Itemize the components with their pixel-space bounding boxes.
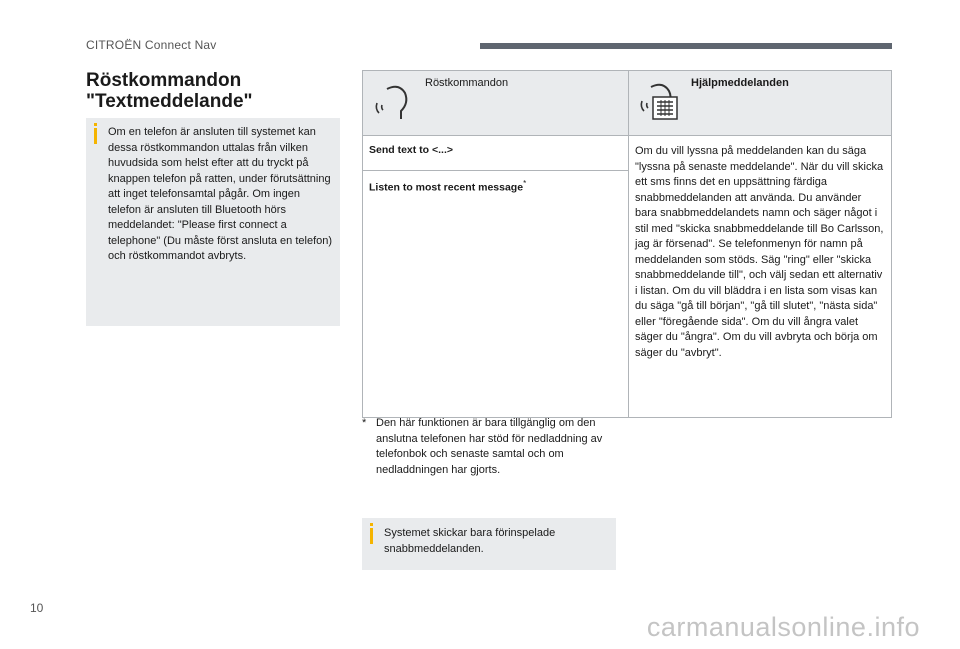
column-header-commands xyxy=(363,71,629,136)
footnote-marker: * xyxy=(523,179,527,188)
info-icon-right xyxy=(370,528,373,544)
header-bar xyxy=(480,43,892,49)
command-listen-recent xyxy=(363,171,629,418)
column-header-help-label: Hjälpmeddelanden xyxy=(691,77,789,89)
help-message-icon xyxy=(639,81,681,123)
command-send-text: Send text to <...> xyxy=(363,136,629,171)
column-header-commands-label: Röstkommandon xyxy=(425,77,509,89)
help-message-text: Om du vill lyssna på meddelanden kan du säga "lyssna på senaste meddelande". När du vill skicka ett sms finns det en uppsättning färdiga snabbmeddelanden att använda. Du använder bara snabbmeddelandets namn och säger något i stil med "skicka snabbmeddelande till Bo Carlsson, jag är försenad". Se telefonmenyn för namn på meddelanden som stöds. Säg "ring" eller "skicka snabbmeddelande till", och välj sedan ett alternativ i listan. Om du vill bläddra i en lista som visas kan du säga "gå till början", "gå till slutet", "nästa sida" eller "föregående sida". Om du vill ångra valet säger du "ångra". Om du vill avbryta och börja om säger du "avbryt". xyxy=(629,136,892,418)
watermark: carmanualsonline.info xyxy=(646,612,920,642)
section-title xyxy=(86,70,253,112)
voice-command-icon xyxy=(373,81,411,123)
info-text-right: Systemet skickar bara förinspelade snabbmeddelanden. xyxy=(384,527,556,555)
footnote xyxy=(362,416,620,478)
footnote-mark: * xyxy=(362,417,367,429)
section-title-line1: Röstkommandon xyxy=(86,70,242,91)
info-text-left: Om en telefon är ansluten till systemet kan dessa röstkommandon uttalas från vilken huvudsida som helst efter att du tryckt på knappen telefon på ratten, under förutsättning att inget telefonsamtal pågår. Om ingen telefon är ansluten till Bluetooth hörs meddelandet: "Please first connect a telephone" (Du måste först ansluta en telefon) och röstkommandot avbryts. xyxy=(108,126,333,262)
info-box-left xyxy=(86,118,340,326)
info-icon xyxy=(94,128,97,144)
header-brand: CITROËN Connect Nav xyxy=(86,38,217,52)
column-header-help xyxy=(629,71,892,136)
section-title-line2: "Textmeddelande" xyxy=(86,91,253,112)
page-number: 10 xyxy=(30,601,44,615)
voice-command-table xyxy=(362,70,892,418)
footnote-text: Den här funktionen är bara tillgänglig om den anslutna telefonen har stöd för nedladdning av telefonbok och senaste samtal och om nedladdningen har gjorts. xyxy=(376,417,603,476)
info-box-right xyxy=(362,518,616,570)
command-listen-recent-label: Listen to most recent message xyxy=(369,181,524,194)
